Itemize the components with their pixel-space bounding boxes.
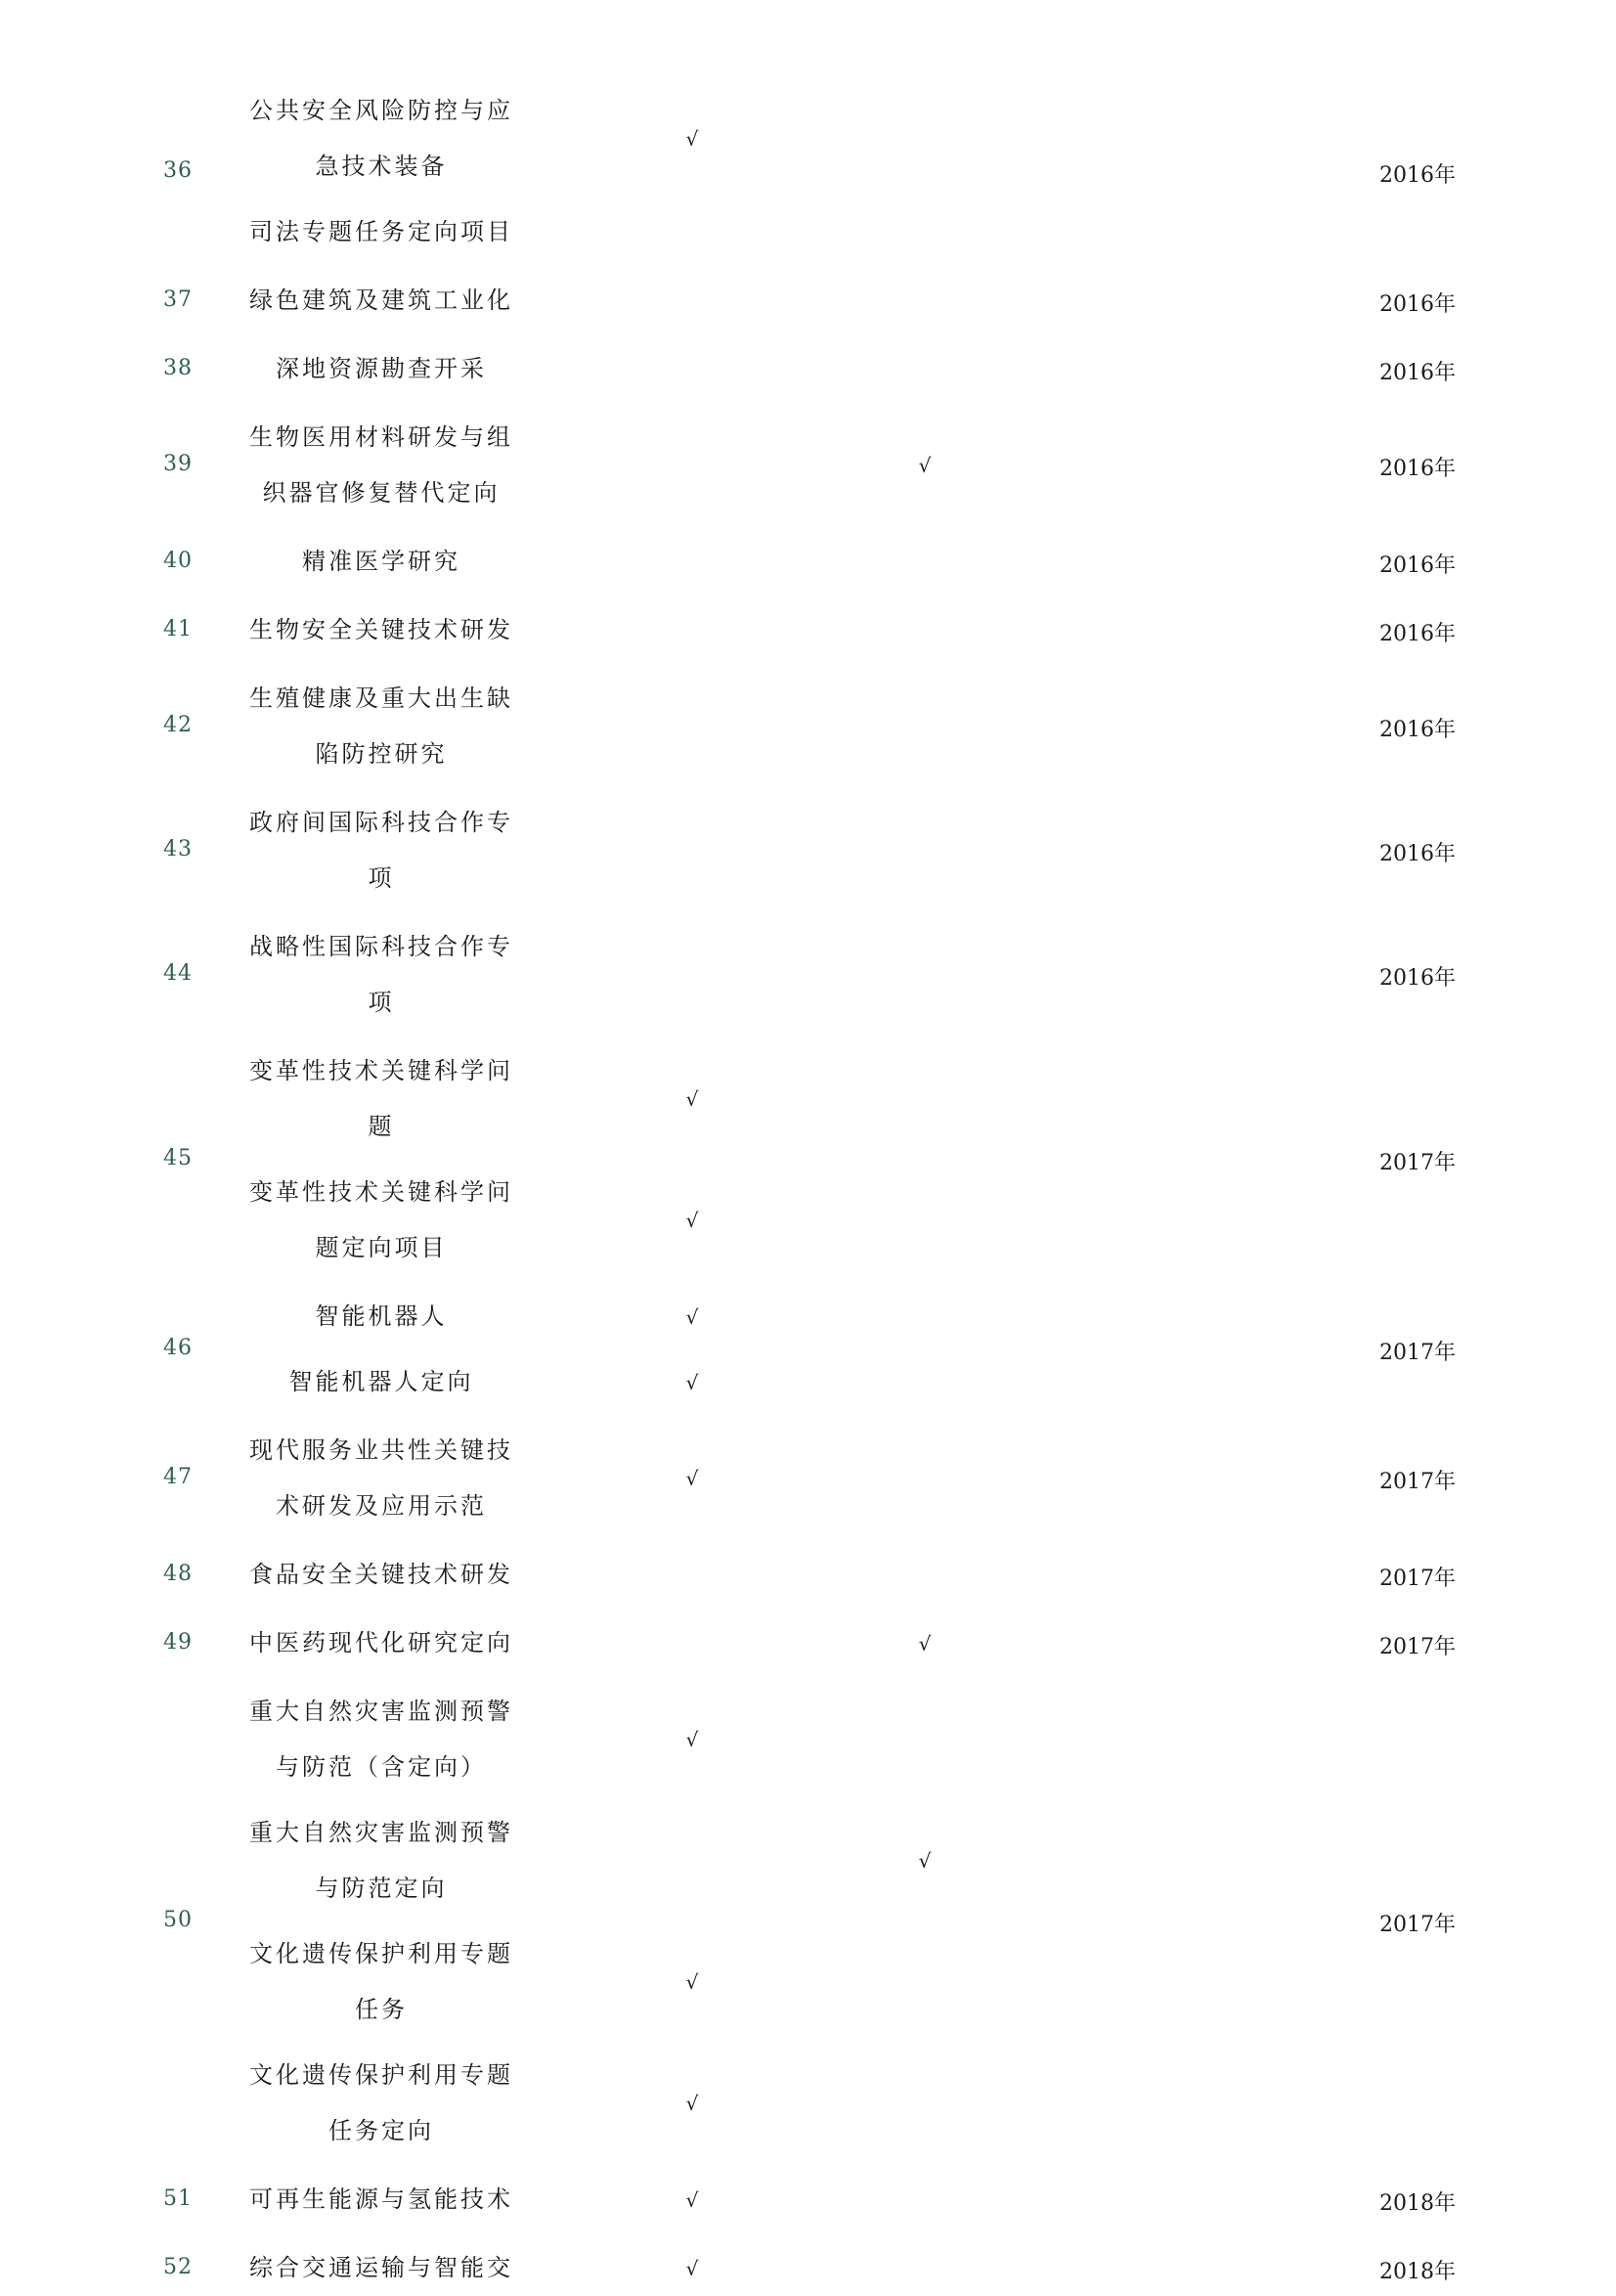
check-mark-2: √ bbox=[918, 1631, 932, 1656]
project-name-line: 与防范定向 bbox=[315, 1875, 448, 1902]
row-number: 40 bbox=[163, 548, 193, 573]
row-year: 2017年 bbox=[1379, 1634, 1456, 1659]
check-mark-1: √ bbox=[685, 2256, 699, 2280]
check-mark-2: √ bbox=[918, 1849, 932, 1873]
project-name bbox=[235, 1615, 528, 1671]
table-row bbox=[0, 1289, 1616, 1410]
project-name-line: 重大自然灾害监测预警 bbox=[249, 1819, 513, 1846]
project-name-line: 绿色建筑及建筑工业化 bbox=[249, 287, 513, 314]
project-name bbox=[235, 410, 528, 521]
row-year: 2016年 bbox=[1379, 718, 1456, 742]
project-name-line: 智能机器人定向 bbox=[288, 1368, 474, 1395]
check-mark-1: √ bbox=[685, 1209, 699, 1232]
table-row bbox=[0, 83, 1616, 260]
sub-entry bbox=[0, 2048, 1616, 2159]
table-row bbox=[0, 1684, 1616, 2159]
project-name-line: 重大自然灾害监测预警 bbox=[249, 1698, 513, 1725]
row-year: 2017年 bbox=[1379, 1151, 1456, 1175]
project-name-line: 生殖健康及重大出生缺 bbox=[249, 684, 513, 712]
project-name-line: 文化遗传保护利用专题 bbox=[249, 2061, 513, 2089]
project-name bbox=[235, 602, 528, 658]
project-name bbox=[235, 341, 528, 397]
row-year: 2016年 bbox=[1379, 162, 1456, 188]
project-name-line: 项 bbox=[368, 864, 395, 892]
row-number: 48 bbox=[163, 1561, 193, 1586]
row-year: 2018年 bbox=[1379, 2259, 1456, 2284]
project-name bbox=[235, 1043, 528, 1155]
row-number: 51 bbox=[163, 2186, 193, 2211]
row-year: 2017年 bbox=[1379, 1913, 1456, 1937]
row-number: 47 bbox=[163, 1465, 193, 1489]
project-name-line: 变革性技术关键科学问 bbox=[249, 1178, 513, 1206]
table-row bbox=[0, 1547, 1616, 1603]
sub-entry bbox=[0, 1926, 1616, 2038]
project-name bbox=[235, 1354, 528, 1410]
row-year: 2016年 bbox=[1379, 360, 1456, 385]
project-name-line: 术研发及应用示范 bbox=[276, 1492, 487, 1520]
table-row bbox=[0, 273, 1616, 329]
table-row bbox=[0, 534, 1616, 590]
project-name-line: 题定向项目 bbox=[315, 1234, 448, 1261]
check-mark-1: √ bbox=[685, 2092, 699, 2115]
project-name-line: 政府间国际科技合作专 bbox=[249, 809, 513, 836]
project-name bbox=[235, 204, 528, 260]
table-row bbox=[0, 671, 1616, 782]
row-number: 42 bbox=[163, 713, 193, 737]
project-name-line: 文化遗传保护利用专题 bbox=[249, 1940, 513, 1967]
sub-entry bbox=[0, 204, 1616, 260]
project-name bbox=[235, 1926, 528, 2038]
project-name-line: 精准医学研究 bbox=[302, 548, 460, 575]
project-name bbox=[235, 1684, 528, 1795]
check-mark-1: √ bbox=[685, 1728, 699, 1751]
project-name-line: 可再生能源与氢能技术 bbox=[249, 2186, 513, 2213]
row-number: 39 bbox=[163, 452, 193, 476]
project-name bbox=[235, 671, 528, 782]
row-year: 2016年 bbox=[1379, 552, 1456, 578]
table-row bbox=[0, 1615, 1616, 1671]
row-number: 45 bbox=[163, 1146, 193, 1170]
sub-entry bbox=[0, 1805, 1616, 1917]
project-name-line: 战略性国际科技合作专 bbox=[249, 933, 513, 960]
row-number: 43 bbox=[163, 837, 193, 861]
row-number: 38 bbox=[163, 355, 193, 380]
check-mark-1: √ bbox=[685, 1370, 699, 1394]
project-name bbox=[235, 1165, 528, 1276]
project-name bbox=[235, 1289, 528, 1345]
project-name bbox=[235, 2172, 528, 2228]
project-name-line: 与防范（含定向） bbox=[276, 1753, 487, 1781]
project-name bbox=[235, 534, 528, 590]
sub-entry bbox=[0, 1043, 1616, 1155]
row-year: 2016年 bbox=[1379, 842, 1456, 866]
project-name-line: 变革性技术关键科学问 bbox=[249, 1057, 513, 1084]
project-name-line: 急技术装备 bbox=[315, 153, 448, 180]
table-row bbox=[0, 2172, 1616, 2228]
project-name-line: 司法专题任务定向项目 bbox=[249, 218, 513, 245]
table-row bbox=[0, 410, 1616, 521]
project-name-line: 任务定向 bbox=[328, 2117, 434, 2144]
row-year: 2017年 bbox=[1379, 1341, 1456, 1365]
project-name-line: 织器官修复替代定向 bbox=[262, 479, 501, 507]
table-row bbox=[0, 795, 1616, 906]
row-number: 52 bbox=[163, 2254, 193, 2279]
project-name bbox=[235, 1805, 528, 1917]
check-mark-1: √ bbox=[685, 1304, 699, 1329]
check-mark-2: √ bbox=[918, 454, 932, 477]
row-year: 2017年 bbox=[1379, 1566, 1456, 1591]
row-year: 2018年 bbox=[1379, 2190, 1456, 2216]
project-name-line: 智能机器人 bbox=[315, 1303, 448, 1330]
table-row bbox=[0, 2240, 1616, 2296]
project-name-line: 生物医用材料研发与组 bbox=[249, 423, 513, 451]
project-name bbox=[235, 2240, 528, 2296]
table-row bbox=[0, 919, 1616, 1031]
project-name bbox=[235, 83, 528, 195]
project-name-line: 题 bbox=[368, 1113, 395, 1140]
project-name bbox=[235, 1423, 528, 1534]
project-name bbox=[235, 919, 528, 1031]
row-year: 2016年 bbox=[1379, 457, 1456, 481]
check-mark-1: √ bbox=[685, 127, 699, 151]
row-number: 41 bbox=[163, 616, 193, 641]
project-name-line: 生物安全关键技术研发 bbox=[249, 616, 513, 643]
project-name bbox=[235, 273, 528, 329]
check-mark-1: √ bbox=[685, 1087, 699, 1111]
row-year: 2016年 bbox=[1379, 621, 1456, 646]
table-row bbox=[0, 602, 1616, 658]
check-mark-1: √ bbox=[685, 2187, 699, 2212]
check-mark-1: √ bbox=[685, 1467, 699, 1490]
project-name-line: 公共安全风险防控与应 bbox=[249, 97, 513, 124]
check-mark-1: √ bbox=[685, 1970, 699, 1994]
row-number: 50 bbox=[163, 1908, 193, 1932]
row-number: 36 bbox=[163, 157, 193, 183]
project-name bbox=[235, 1547, 528, 1603]
row-number: 44 bbox=[163, 961, 193, 986]
project-name-line: 食品安全关键技术研发 bbox=[249, 1561, 513, 1588]
project-name bbox=[235, 795, 528, 906]
project-name bbox=[235, 2048, 528, 2159]
project-name-line: 综合交通运输与智能交 bbox=[249, 2254, 513, 2281]
row-number: 37 bbox=[163, 287, 193, 312]
project-name-line: 项 bbox=[368, 989, 395, 1016]
table-row bbox=[0, 1043, 1616, 1276]
project-name-line: 深地资源勘查开采 bbox=[276, 355, 487, 382]
row-year: 2016年 bbox=[1379, 966, 1456, 991]
sub-entry bbox=[0, 1165, 1616, 1276]
row-year: 2016年 bbox=[1379, 291, 1456, 317]
row-year: 2017年 bbox=[1379, 1470, 1456, 1494]
project-name-line: 任务 bbox=[355, 1996, 408, 2023]
project-name-line: 中医药现代化研究定向 bbox=[249, 1629, 513, 1656]
row-number: 49 bbox=[163, 1629, 193, 1655]
row-number: 46 bbox=[163, 1336, 193, 1360]
sub-entry bbox=[0, 1684, 1616, 1795]
project-name-line: 陷防控研究 bbox=[315, 740, 448, 768]
table-row bbox=[0, 1423, 1616, 1534]
project-name-line: 现代服务业共性关键技 bbox=[249, 1436, 513, 1464]
table-row bbox=[0, 341, 1616, 397]
